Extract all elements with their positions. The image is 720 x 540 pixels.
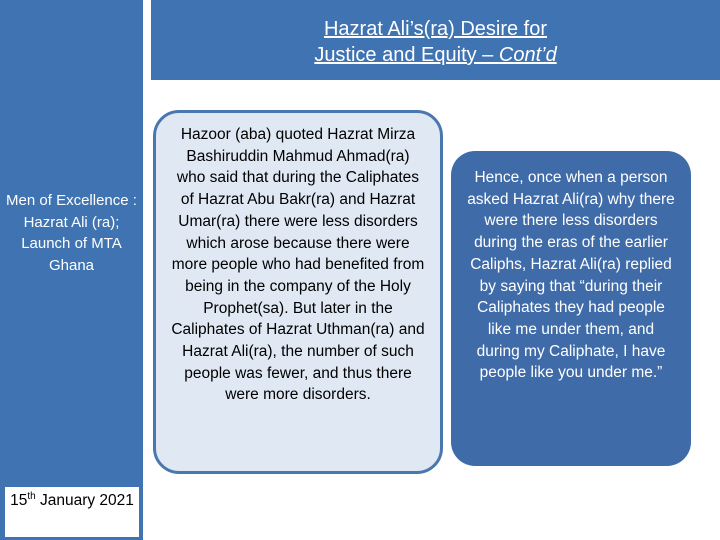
- date-rest: January 2021: [35, 492, 134, 509]
- date-day: 15: [10, 492, 28, 509]
- date-box: [5, 487, 139, 537]
- slide-title: [151, 16, 720, 68]
- title-line-1: Hazrat Ali’s(ra) Desire for: [323, 18, 548, 40]
- quote-card-left: [153, 110, 443, 474]
- date-suffix: th: [27, 490, 36, 502]
- sidebar-panel: [0, 0, 143, 540]
- quote-card-left-text: Hazoor (aba) quoted Hazrat Mirza Bashiruddin Mahmud Ahmad(ra) who said that during the Caliphates of Hazrat Abu Bakr(ra) and Hazrat Umar(ra) there were less disorders which arose because there were more people who had benefited from being in the company of the Holy Prophet(sa). But later in the Caliphates of Hazrat Uthman(ra) and Hazrat Ali(ra), the number of such people was fewer, and thus there were more disorders.: [171, 126, 425, 404]
- title-line-2: Justice and Equity –: [314, 44, 499, 66]
- sidebar-caption: Men of Excellence : Hazrat Ali (ra); Launch of MTA Ghana: [6, 192, 137, 274]
- date-label: [5, 490, 139, 512]
- title-bar: [151, 0, 720, 80]
- quote-card-right: [451, 151, 691, 466]
- title-continued: Cont’d: [498, 44, 557, 66]
- quote-card-right-text: Hence, once when a person asked Hazrat Ali(ra) why there were there less disorders during the eras of the earlier Caliphs, Hazrat Ali(ra) replied by saying that “during their Caliphates they had people like me under them, and during my Caliphate, I have people like you under me.”: [467, 169, 675, 382]
